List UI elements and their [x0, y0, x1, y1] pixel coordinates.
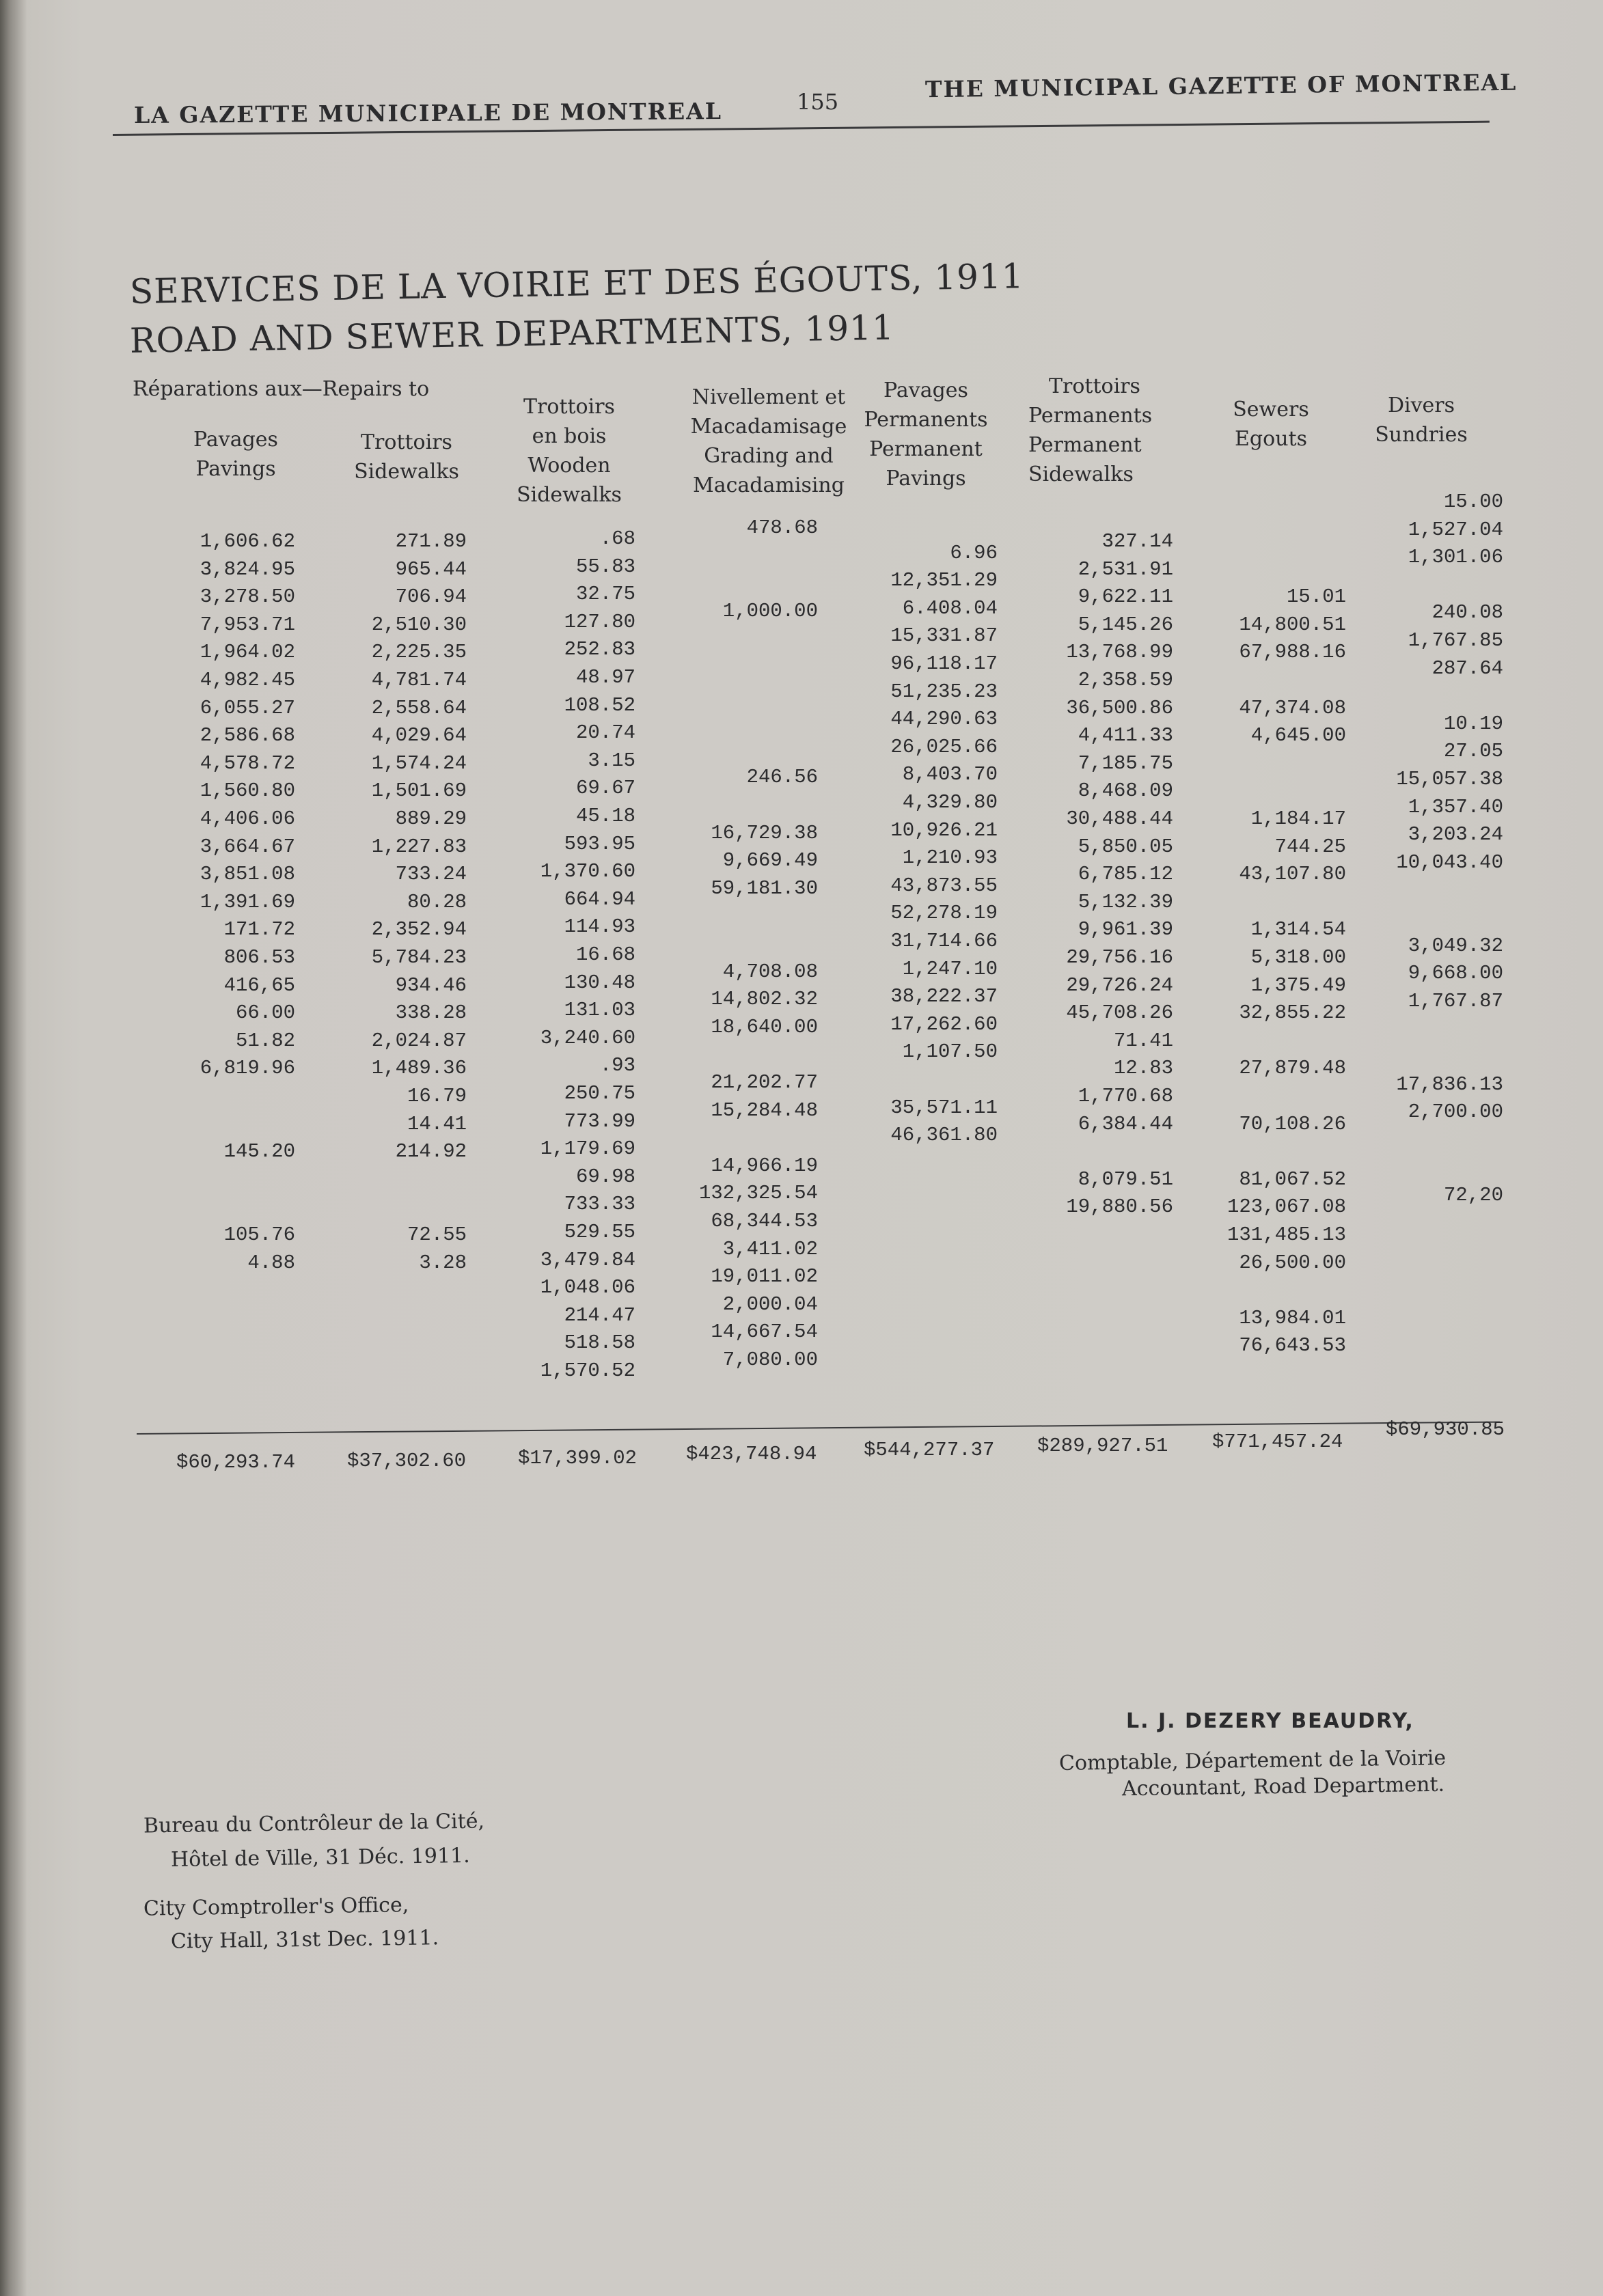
cell-value: 13,984.01	[1239, 1307, 1346, 1329]
cell-value: 123,067.08	[1227, 1195, 1346, 1218]
cell-value: 16.68	[575, 943, 635, 966]
cell-value: 1,357.40	[1408, 796, 1503, 818]
cell-value: 3.15	[588, 749, 635, 772]
cell-value: 51.82	[235, 1029, 295, 1052]
cell-value: 416,65	[223, 974, 295, 997]
cell-value: 4,029.64	[371, 724, 467, 747]
cell-value: 131,485.13	[1227, 1223, 1346, 1246]
cell-value: 1,964.02	[200, 641, 295, 663]
cell-value: 52,278.19	[890, 902, 998, 924]
cell-value: 10,926.21	[890, 819, 998, 842]
cell-value: 3,851.08	[200, 863, 295, 885]
total-sundries: $69,930.85	[1386, 1418, 1505, 1441]
cell-value: 20.74	[575, 721, 635, 744]
footer-french-line2: Hôtel de Ville, 31 Déc. 1911.	[170, 1843, 470, 1872]
cell-value: 2,558.64	[371, 697, 467, 719]
cell-value: 1,184.17	[1250, 807, 1346, 830]
cell-value: 4,406.06	[200, 807, 295, 830]
cell-value: 4,982.45	[200, 669, 295, 691]
cell-value: 5,145.26	[1078, 613, 1173, 636]
cell-value: 14,667.54	[711, 1320, 818, 1343]
cell-value: 14.41	[407, 1113, 467, 1135]
cell-value: 1,048.06	[540, 1276, 635, 1299]
cell-value: 806.53	[223, 946, 295, 969]
cell-value: 6.408.04	[902, 597, 998, 620]
total-sewers: $771,457.24	[1212, 1430, 1343, 1453]
cell-value: 13,768.99	[1066, 641, 1173, 663]
cell-value: 3,278.50	[200, 585, 295, 608]
cell-value: 1,301.06	[1408, 546, 1503, 568]
cell-value: 72.55	[407, 1223, 467, 1246]
cell-value: 21,202.77	[711, 1071, 818, 1094]
cell-value: 2,700.00	[1408, 1101, 1503, 1123]
cell-value: 3,479.84	[540, 1249, 635, 1271]
cell-value: 2,024.87	[371, 1029, 467, 1052]
footer-english-line2: City Hall, 31st Dec. 1911.	[170, 1926, 439, 1954]
cell-value: 5,850.05	[1078, 835, 1173, 858]
cell-value: 44,290.63	[890, 708, 998, 730]
cell-value: 105.76	[223, 1223, 295, 1246]
cell-value: 1,501.69	[371, 779, 467, 802]
cell-value: 36,500.86	[1066, 697, 1173, 719]
cell-value: 214.47	[564, 1304, 635, 1327]
cell-value: 46,361.80	[890, 1124, 998, 1146]
footer-english-line1: City Comptroller's Office,	[143, 1893, 409, 1921]
col-header-sundries: Divers Sundries	[1375, 393, 1468, 447]
cell-value: 287.64	[1431, 657, 1503, 680]
cell-value: 15,057.38	[1396, 768, 1503, 790]
cell-value: 1,391.69	[200, 891, 295, 913]
cell-value: 7,953.71	[200, 613, 295, 636]
cell-value: 7,080.00	[722, 1348, 818, 1371]
header-right: THE MUNICIPAL GAZETTE OF MONTREAL	[924, 68, 1518, 103]
cell-value: 4,578.72	[200, 752, 295, 775]
cell-value: .68	[599, 527, 635, 550]
cell-value: 733.33	[564, 1193, 635, 1215]
cell-value: 3,049.32	[1408, 935, 1503, 957]
cell-value: 4,708.08	[722, 960, 818, 983]
cell-value: 145.20	[223, 1140, 295, 1163]
cell-value: 130.48	[564, 971, 635, 994]
cell-value: 5,784.23	[371, 946, 467, 969]
cell-value: 2,352.94	[371, 918, 467, 941]
footer-french-line1: Bureau du Contrôleur de la Cité,	[143, 1809, 485, 1838]
cell-value: 6,055.27	[200, 697, 295, 719]
cell-value: 250.75	[564, 1082, 635, 1105]
cell-value: 55.83	[575, 555, 635, 578]
cell-value: 30,488.44	[1066, 807, 1173, 830]
cell-value: 1,574.24	[371, 752, 467, 775]
cell-value: 7,185.75	[1078, 752, 1173, 775]
cell-value: 518.58	[564, 1331, 635, 1354]
cell-value: 664.94	[564, 888, 635, 911]
cell-value: 3.28	[419, 1251, 467, 1274]
col-header-pavings: Pavages Pavings	[193, 428, 278, 481]
group-label: Réparations aux—Repairs to	[133, 377, 430, 401]
cell-value: 9,622.11	[1078, 585, 1173, 608]
title-english: ROAD AND SEWER DEPARTMENTS, 1911	[129, 307, 895, 361]
cell-value: 43,107.80	[1239, 863, 1346, 885]
total-wooden-sidewalks: $17,399.02	[518, 1447, 638, 1469]
signature-title-french: Comptable, Département de la Voirie	[1058, 1746, 1447, 1775]
cell-value: .93	[599, 1054, 635, 1077]
cell-value: 2,531.91	[1078, 558, 1173, 581]
cell-value: 1,370.60	[540, 860, 635, 883]
cell-value: 69.67	[575, 777, 635, 799]
cell-value: 127.80	[564, 611, 635, 633]
cell-value: 773.99	[564, 1110, 635, 1133]
cell-value: 733.24	[395, 863, 467, 885]
cell-value: 1,107.50	[902, 1040, 998, 1063]
cell-value: 16,729.38	[711, 822, 818, 844]
cell-value: 8,403.70	[902, 763, 998, 786]
page-number: 155	[797, 89, 839, 115]
cell-value: 240.08	[1431, 601, 1503, 624]
cell-value: 114.93	[564, 915, 635, 938]
cell-value: 51,235.23	[890, 680, 998, 703]
cell-value: 1,527.04	[1408, 518, 1503, 541]
total-grading-macadamising: $423,748.94	[686, 1443, 817, 1465]
cell-value: 27.05	[1443, 740, 1503, 762]
cell-value: 35,571.11	[890, 1096, 998, 1119]
total-permanent-sidewalks: $289,927.51	[1037, 1435, 1168, 1457]
cell-value: 1,179.69	[540, 1137, 635, 1160]
cell-value: 8,079.51	[1078, 1168, 1173, 1191]
cell-value: 29,756.16	[1066, 946, 1173, 969]
cell-value: 6,819.96	[200, 1057, 295, 1079]
cell-value: 246.56	[746, 766, 818, 788]
cell-value: 29,726.24	[1066, 974, 1173, 997]
cell-value: 15.00	[1443, 490, 1503, 513]
cell-value: 1,227.83	[371, 835, 467, 858]
cell-value: 32,855.22	[1239, 1001, 1346, 1024]
cell-value: 1,000.00	[722, 600, 818, 622]
cell-value: 17,262.60	[890, 1013, 998, 1036]
cell-value: 108.52	[564, 694, 635, 717]
cell-value: 12.83	[1113, 1057, 1173, 1079]
cell-value: 2,358.59	[1078, 669, 1173, 691]
cell-value: 271.89	[395, 530, 467, 553]
cell-value: 889.29	[395, 807, 467, 830]
col-header-grading: Nivellement et Macadamisage Grading and Macadamising	[690, 385, 847, 497]
cell-value: 43,873.55	[890, 874, 998, 897]
cell-value: 1,767.85	[1408, 629, 1503, 652]
cell-value: 80.28	[407, 891, 467, 913]
cell-value: 9,669.49	[722, 849, 818, 872]
cell-value: 2,586.68	[200, 724, 295, 747]
cell-value: 69.98	[575, 1165, 635, 1188]
cell-value: 3,824.95	[200, 558, 295, 581]
cell-value: 6,384.44	[1078, 1113, 1173, 1135]
cell-value: 15,331.87	[890, 624, 998, 647]
cell-value: 3,240.60	[540, 1027, 635, 1049]
title-french: SERVICES DE LA VOIRIE ET DES ÉGOUTS, 1911	[129, 256, 1025, 312]
cell-value: 19,880.56	[1066, 1195, 1173, 1218]
cell-value: 38,222.37	[890, 985, 998, 1008]
cell-value: 1,767.87	[1408, 990, 1503, 1012]
cell-value: 47,374.08	[1239, 697, 1346, 719]
cell-value: 32.75	[575, 583, 635, 605]
cell-value: 68,344.53	[711, 1210, 818, 1232]
col-header-permanent-pavings: Pavages Permanents Permanent Pavings	[864, 378, 988, 490]
total-sidewalks: $37,302.60	[347, 1450, 467, 1472]
cell-value: 132,325.54	[698, 1182, 818, 1204]
cell-value: 10.19	[1443, 713, 1503, 735]
cell-value: 14,800.51	[1239, 613, 1346, 636]
cell-value: 1,560.80	[200, 779, 295, 802]
cell-value: 67,988.16	[1239, 641, 1346, 663]
signature-title-english: Accountant, Road Department.	[1121, 1772, 1445, 1801]
cell-value: 5,132.39	[1078, 891, 1173, 913]
cell-value: 252.83	[564, 638, 635, 661]
cell-value: 5,318.00	[1250, 946, 1346, 969]
cell-value: 15.01	[1286, 585, 1346, 608]
cell-value: 18,640.00	[711, 1016, 818, 1038]
cell-value: 706.94	[395, 585, 467, 608]
cell-value: 81,067.52	[1239, 1168, 1346, 1191]
cell-value: 48.97	[575, 666, 635, 689]
cell-value: 16.79	[407, 1085, 467, 1107]
cell-value: 3,664.67	[200, 835, 295, 858]
cell-value: 214.92	[395, 1140, 467, 1163]
cell-value: 2,225.35	[371, 641, 467, 663]
cell-value: 76,643.53	[1239, 1334, 1346, 1357]
cell-value: 4,781.74	[371, 669, 467, 691]
cell-value: 4,645.00	[1250, 724, 1346, 747]
cell-value: 9,668.00	[1408, 962, 1503, 984]
cell-value: 4,329.80	[902, 791, 998, 814]
cell-value: 1,375.49	[1250, 974, 1346, 997]
cell-value: 6.96	[950, 542, 998, 564]
cell-value: 10,043.40	[1396, 851, 1503, 874]
cell-value: 1,210.93	[902, 846, 998, 869]
cell-value: 965.44	[395, 558, 467, 581]
cell-value: 70,108.26	[1239, 1113, 1346, 1135]
cell-value: 3,203.24	[1408, 823, 1503, 846]
cell-value: 71.41	[1113, 1029, 1173, 1052]
cell-value: 478.68	[746, 516, 818, 539]
cell-value: 26,500.00	[1239, 1251, 1346, 1274]
cell-value: 1,314.54	[1250, 918, 1346, 941]
cell-value: 934.46	[395, 974, 467, 997]
cell-value: 1,606.62	[200, 530, 295, 553]
cell-value: 4.88	[247, 1251, 295, 1274]
col-header-sidewalks: Trottoirs Sidewalks	[354, 430, 459, 484]
signature-name: L. J. DEZERY BEAUDRY,	[1126, 1709, 1414, 1733]
cell-value: 45.18	[575, 805, 635, 827]
cell-value: 8,468.09	[1078, 779, 1173, 802]
cell-value: 26,025.66	[890, 736, 998, 758]
cell-value: 31,714.66	[890, 930, 998, 952]
cell-value: 27,879.48	[1239, 1057, 1346, 1079]
cell-value: 327.14	[1101, 530, 1173, 553]
cell-value: 59,181.30	[711, 877, 818, 900]
cell-value: 2,510.30	[371, 613, 467, 636]
total-pavings: $60,293.74	[176, 1451, 296, 1474]
cell-value: 171.72	[223, 918, 295, 941]
cell-value: 45,708.26	[1066, 1001, 1173, 1024]
total-permanent-pavings: $544,277.37	[864, 1439, 995, 1461]
cell-value: 593.95	[564, 833, 635, 855]
cell-value: 744.25	[1274, 835, 1346, 858]
cell-value: 4,411.33	[1078, 724, 1173, 747]
cell-value: 1,770.68	[1078, 1085, 1173, 1107]
cell-value: 66.00	[235, 1001, 295, 1024]
cell-value: 1,570.52	[540, 1359, 635, 1382]
cell-value: 3,411.02	[722, 1238, 818, 1260]
col-header-sewers: Sewers Egouts	[1233, 398, 1309, 451]
cell-value: 2,000.04	[722, 1293, 818, 1316]
cell-value: 12,351.29	[890, 569, 998, 592]
cell-value: 9,961.39	[1078, 918, 1173, 941]
cell-value: 15,284.48	[711, 1099, 818, 1122]
cell-value: 1,247.10	[902, 958, 998, 980]
cell-value: 1,489.36	[371, 1057, 467, 1079]
cell-value: 338.28	[395, 1001, 467, 1024]
cell-value: 72,20	[1443, 1184, 1503, 1206]
cell-value: 131.03	[564, 999, 635, 1021]
col-header-permanent-sidewalks: Trottoirs Permanents Permanent Sidewalks	[1028, 374, 1153, 486]
cell-value: 19,011.02	[711, 1265, 818, 1288]
col-header-wooden-sidewalks: Trottoirs en bois Wooden Sidewalks	[517, 395, 622, 507]
cell-value: 14,966.19	[711, 1154, 818, 1177]
cell-value: 96,118.17	[890, 652, 998, 675]
cell-value: 14,802.32	[711, 988, 818, 1010]
cell-value: 17,836.13	[1396, 1073, 1503, 1096]
cell-value: 529.55	[564, 1221, 635, 1243]
header-left: LA GAZETTE MUNICIPALE DE MONTREAL	[133, 97, 723, 129]
cell-value: 6,785.12	[1078, 863, 1173, 885]
